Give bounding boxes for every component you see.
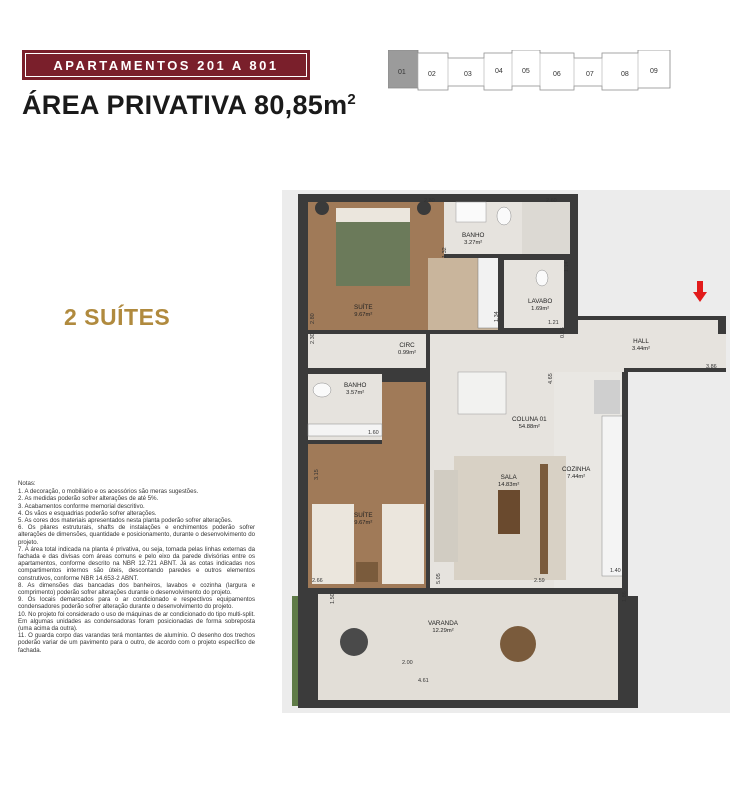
dimension-label: 2.30: [310, 333, 316, 344]
note-item: 2. As medidas poderão sofrer alterações de até 5%.: [18, 495, 159, 503]
dimension-label: 2.80: [310, 313, 316, 324]
dimension-label: 1.40: [610, 568, 621, 574]
note-item: 11. O guarda corpo das varandas terá montantes de alumínio. O desenho dos trechos poderão variar de um pavimento para o outro, de acordo com o projeto específico de fachada.: [18, 632, 255, 654]
floor-plan: [278, 186, 730, 713]
bed-suite2-a: [312, 504, 354, 584]
note-item: 4. Os vãos e esquadrias poderão sofrer alterações.: [18, 509, 157, 517]
unit-label-04: 04: [495, 68, 503, 75]
room-varanda-name: VARANDA: [428, 620, 458, 627]
unit-label-05: 05: [522, 68, 530, 75]
dimension-label: 1.50: [330, 593, 336, 604]
notes-title: Notas:: [18, 480, 36, 487]
dimension-label: 1.34: [494, 311, 500, 322]
dimension-label: 0.65: [560, 327, 566, 338]
area-superscript: 2: [347, 91, 357, 108]
dimension-label: 1.14: [564, 261, 570, 272]
fridge: [594, 380, 620, 414]
room-suite2-name: SUÍTE: [354, 512, 373, 519]
note-item: 3. Acabamentos conforme memorial descritivo.: [18, 502, 145, 510]
dimension-label: 2.66: [312, 578, 323, 584]
note-item: 7. A área total indicada na planta é privativa, ou seja, tomada pelas linhas externas da fachada e das divisas com áreas comuns e pelo eixo da parede divisórias entre os apartamentos, conforme descrito na NBR 12.721 ABNT. Já as cotas indicadas nos compartimentos internos são úteis, descontando paredes e outros elementos construtivos, conforme NBR 14.653-2 ABNT.: [18, 545, 255, 582]
unit-label-07: 07: [586, 71, 594, 78]
unit-label-09: 09: [650, 68, 658, 75]
dimension-label: 1.32: [442, 247, 448, 258]
note-item: 8. As dimensões das bancadas dos banheiros, lavabos e cozinha (largura e comprimento) poderão sofrer alterações durante o desenvolvimento do projeto.: [18, 581, 255, 597]
suites-heading: 2 SUÍTES: [64, 304, 171, 330]
unit-label-08: 08: [621, 71, 629, 78]
room-banho2-name: BANHO: [344, 382, 367, 389]
dimension-label: 4.61: [418, 678, 429, 684]
bed-suite2-b: [382, 504, 424, 584]
room-hall-name: HALL: [633, 338, 649, 345]
room-circ: [398, 342, 416, 357]
note-item: 10. No projeto foi considerado o uso de máquinas de ar condicionado do tipo multi-split. Em algumas unidades as condensadoras foram posicionadas de forma sobreposta (uma acima da outra).: [18, 610, 255, 633]
kitchen-counter: [602, 416, 624, 576]
note-item: 6. Os pilares estruturais, shafts de instalações e enchimentos poderão sofrer alterações de dimensões, quantidade e posicionamento, durante o desenvolvimento do projeto.: [18, 524, 255, 546]
room-suite1-name: SUÍTE: [354, 304, 373, 311]
note-item: 9. Os locais demarcados para o ar condicionado e respectivos equipamentos condensadores poderão sofrer alteração durante o desenvolvimento do projeto.: [18, 596, 255, 611]
unit-label-01: 01: [398, 69, 406, 76]
room-sala-name: SALA: [500, 474, 517, 481]
room-cozinha: [562, 466, 590, 481]
room-banho1-name: BANHO: [462, 232, 485, 239]
room-hall-area: 3.44m²: [632, 345, 651, 352]
dimension-label: 1.60: [368, 430, 379, 436]
dimension-label: 2.60: [546, 198, 557, 204]
sofa: [434, 470, 458, 562]
notes-block: [18, 480, 255, 654]
room-lavabo-area: 1.69m²: [531, 305, 550, 312]
room-circ-area: 0.99m²: [398, 349, 417, 356]
dimension-label: 2.59: [534, 578, 545, 584]
room-circ-name: CIRC: [399, 342, 415, 349]
private-area-title: [22, 90, 356, 121]
note-item: 1. A decoração, o mobiliário e os acessórios são meras sugestões.: [18, 488, 199, 496]
dimension-label: 3.86: [706, 364, 717, 370]
room-banho1-area: 3.27m²: [464, 239, 483, 246]
note-item: 5. As cores dos materiais apresentados nesta planta poderão sofrer alterações.: [18, 517, 233, 525]
varanda-table: [500, 626, 536, 662]
room-varanda-area: 12.29m²: [432, 627, 454, 634]
coffee-table: [498, 490, 520, 534]
apartment-badge-text: APARTAMENTOS 201 A 801: [25, 53, 307, 77]
apartment-badge: [22, 50, 310, 80]
room-varanda: [428, 620, 458, 635]
room-suite2: [354, 512, 373, 527]
room-suite2-area: 9.67m²: [354, 519, 373, 526]
room-banho1: [462, 232, 484, 247]
dimension-label: 1.21: [548, 320, 559, 326]
dimension-label: 2.80: [424, 198, 435, 204]
lavabo-floor: [504, 260, 564, 328]
private-area-text: ÁREA PRIVATIVA 80,85m: [22, 90, 348, 120]
room-coluna-area: 54.88m²: [518, 423, 540, 430]
room-sala: [498, 474, 519, 489]
room-coluna: [512, 416, 547, 431]
floor-plan-drawing: [278, 186, 730, 713]
dimension-label: 2.00: [402, 660, 413, 666]
dimension-label: 4.65: [548, 373, 554, 384]
room-suite1-area: 9.67m²: [354, 311, 373, 318]
room-coluna-name: COLUNA 01: [512, 416, 547, 423]
room-cozinha-name: COZINHA: [562, 466, 591, 473]
unit-label-03: 03: [464, 71, 472, 78]
dimension-label: 5.05: [436, 573, 442, 584]
room-banho2-area: 3.57m²: [346, 389, 365, 396]
room-sala-area: 14.83m²: [498, 481, 520, 488]
unit-position-key: [388, 50, 672, 92]
room-banho2: [344, 382, 366, 397]
dimension-label: 3.15: [314, 469, 320, 480]
room-cozinha-area: 7.44m²: [567, 473, 586, 480]
room-lavabo-name: LAVABO: [528, 298, 553, 305]
dining-table: [458, 372, 506, 414]
entrance-arrow-icon: [693, 281, 707, 303]
dimension-label: 1.86: [622, 591, 628, 602]
unit-label-06: 06: [553, 71, 561, 78]
room-hall: [632, 338, 650, 353]
room-lavabo: [528, 298, 552, 313]
room-suite1: [354, 304, 373, 319]
unit-label-02: 02: [428, 71, 436, 78]
